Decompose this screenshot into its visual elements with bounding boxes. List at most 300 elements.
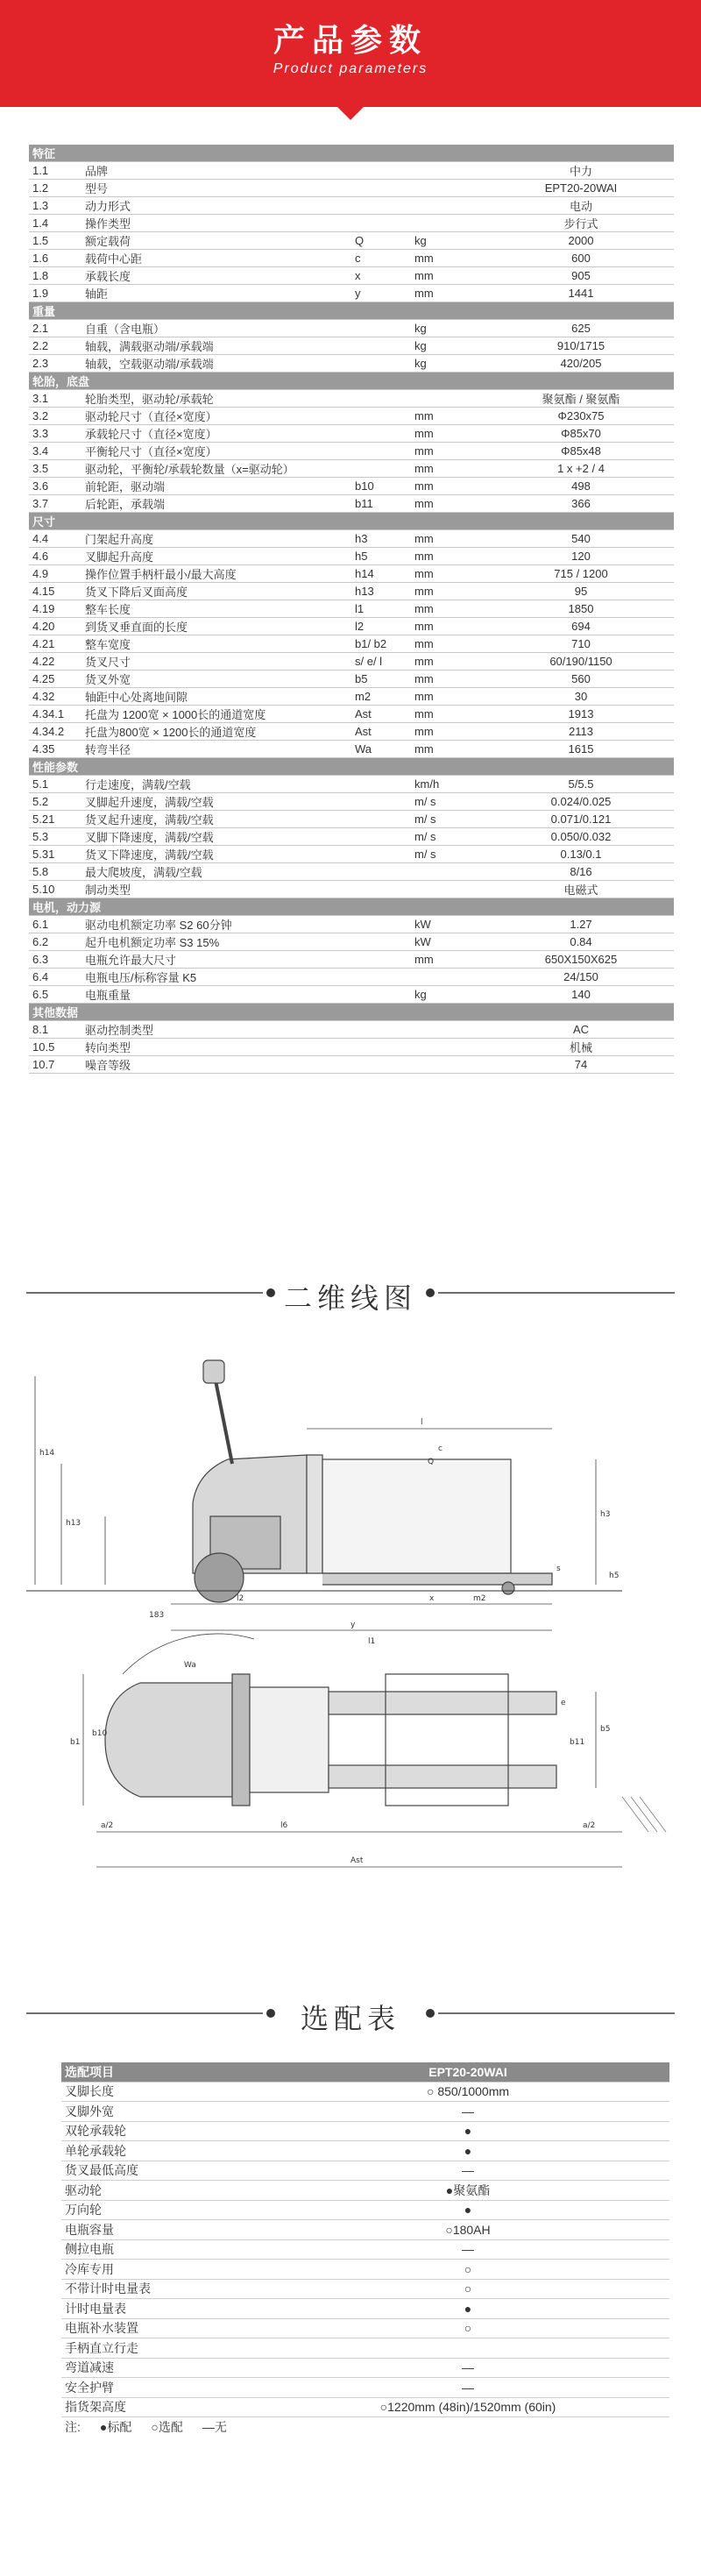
spec-no: 1.2 xyxy=(29,180,81,197)
spec-unit xyxy=(411,390,488,408)
option-value: ● xyxy=(266,2121,669,2141)
spec-no: 4.15 xyxy=(29,583,81,600)
heading-dot-right xyxy=(426,2009,435,2018)
spec-value: 机械 xyxy=(488,1039,674,1056)
spec-no: 2.1 xyxy=(29,320,81,337)
spec-unit: mm xyxy=(411,723,488,741)
spec-unit: mm xyxy=(411,565,488,583)
spec-unit xyxy=(411,197,488,215)
spec-no: 3.2 xyxy=(29,408,81,425)
spec-symbol: Ast xyxy=(351,723,411,741)
spec-unit: kg xyxy=(411,986,488,1004)
spec-name: 品牌 xyxy=(81,162,351,180)
spec-unit xyxy=(411,1039,488,1056)
option-value: — xyxy=(266,2161,669,2181)
spec-unit: mm xyxy=(411,741,488,758)
options-row xyxy=(61,2358,669,2378)
spec-value: Φ85x70 xyxy=(488,425,674,443)
label-h14: h14 xyxy=(39,1449,55,1458)
spec-symbol xyxy=(351,355,411,373)
spec-row xyxy=(29,267,674,285)
spec-name: 到货叉垂直面的长度 xyxy=(81,618,351,635)
options-heading-text: 选配表 xyxy=(300,2003,400,2034)
spec-symbol xyxy=(351,793,411,811)
spec-row xyxy=(29,846,674,863)
note-standard: ●标配 xyxy=(99,2419,132,2434)
spec-no: 1.6 xyxy=(29,250,81,267)
option-value: ○180AH xyxy=(266,2220,669,2240)
label-x: x xyxy=(429,1594,435,1603)
option-name: 侧拉电瓶 xyxy=(61,2239,266,2260)
spec-row xyxy=(29,600,674,618)
spec-symbol xyxy=(351,828,411,846)
spec-row xyxy=(29,337,674,355)
spec-name: 轴载，空载驱动端/承载端 xyxy=(81,355,351,373)
spec-unit: kW xyxy=(411,916,488,933)
option-name: 弯道减速 xyxy=(61,2358,266,2378)
spec-row xyxy=(29,969,674,986)
spec-value: 2113 xyxy=(488,723,674,741)
spec-value: 625 xyxy=(488,320,674,337)
spec-unit: mm xyxy=(411,671,488,688)
spec-row xyxy=(29,951,674,969)
spec-row xyxy=(29,495,674,513)
spec-symbol xyxy=(351,1021,411,1039)
spec-symbol xyxy=(351,197,411,215)
spec-unit: m/ s xyxy=(411,793,488,811)
spec-value: 1615 xyxy=(488,741,674,758)
spec-unit xyxy=(411,881,488,898)
spec-no: 3.5 xyxy=(29,460,81,478)
spec-unit: mm xyxy=(411,618,488,635)
spec-value: 聚氨酯 / 聚氨酯 xyxy=(488,390,674,408)
spec-symbol: b11 xyxy=(351,495,411,513)
spec-no: 1.9 xyxy=(29,285,81,302)
spec-table xyxy=(29,145,674,1074)
spec-value: 5/5.5 xyxy=(488,776,674,793)
spec-no: 4.19 xyxy=(29,600,81,618)
label-h5: h5 xyxy=(609,1572,620,1580)
spec-unit: kg xyxy=(411,355,488,373)
spec-row xyxy=(29,618,674,635)
spec-unit: kW xyxy=(411,933,488,951)
label-h13: h13 xyxy=(66,1519,81,1528)
spec-row xyxy=(29,1056,674,1074)
label-l6: l6 xyxy=(280,1821,288,1830)
spec-name: 叉脚下降速度，满载/空载 xyxy=(81,828,351,846)
spec-row xyxy=(29,688,674,706)
label-s: s xyxy=(556,1565,561,1573)
spec-symbol: s/ e/ l xyxy=(351,653,411,671)
spec-no: 1.5 xyxy=(29,232,81,250)
spec-value: EPT20-20WAI xyxy=(488,180,674,197)
top-view xyxy=(83,1634,666,1867)
spec-symbol: b10 xyxy=(351,478,411,495)
option-name: 驱动轮 xyxy=(61,2181,266,2201)
spec-section-header xyxy=(29,145,674,162)
spec-name: 动力形式 xyxy=(81,197,351,215)
spec-symbol xyxy=(351,933,411,951)
spec-name: 货叉下降后叉面高度 xyxy=(81,583,351,600)
spec-symbol xyxy=(351,390,411,408)
label-c: c xyxy=(438,1444,443,1453)
spec-unit: mm xyxy=(411,425,488,443)
spec-row xyxy=(29,425,674,443)
spec-unit: mm xyxy=(411,478,488,495)
option-name: 计时电量表 xyxy=(61,2299,266,2319)
spec-row xyxy=(29,232,674,250)
spec-symbol: x xyxy=(351,267,411,285)
option-name: 冷库专用 xyxy=(61,2260,266,2280)
spec-name: 驱动轮尺寸（直径×宽度） xyxy=(81,408,351,425)
spec-no: 5.21 xyxy=(29,811,81,828)
spec-name: 承载轮尺寸（直径×宽度） xyxy=(81,425,351,443)
spec-name: 起升电机额定功率 S3 15% xyxy=(81,933,351,951)
spec-value: 60/190/1150 xyxy=(488,653,674,671)
option-name: 电瓶补水装置 xyxy=(61,2318,266,2338)
options-header-row xyxy=(61,2062,669,2082)
options-table xyxy=(61,2062,669,2437)
label-l2: l2 xyxy=(237,1594,244,1603)
spec-value: AC xyxy=(488,1021,674,1039)
spec-value: 1913 xyxy=(488,706,674,723)
spec-row xyxy=(29,162,674,180)
spec-symbol xyxy=(351,460,411,478)
spec-row xyxy=(29,408,674,425)
spec-name: 货叉起升速度，满载/空载 xyxy=(81,811,351,828)
spec-symbol xyxy=(351,881,411,898)
spec-value: 0.071/0.121 xyxy=(488,811,674,828)
spec-symbol: c xyxy=(351,250,411,267)
label-Wa: Wa xyxy=(184,1661,196,1670)
spec-name: 噪音等级 xyxy=(81,1056,351,1074)
spec-value: 1 x +2 / 4 xyxy=(488,460,674,478)
spec-unit: m/ s xyxy=(411,811,488,828)
spec-section-header xyxy=(29,373,674,390)
spec-name: 承载长度 xyxy=(81,267,351,285)
spec-section-title: 尺寸 xyxy=(29,513,674,530)
spec-name: 转向类型 xyxy=(81,1039,351,1056)
spec-value: 74 xyxy=(488,1056,674,1074)
banner-subtitle: Product parameters xyxy=(273,61,428,76)
spec-row xyxy=(29,1039,674,1056)
spec-unit: kg xyxy=(411,232,488,250)
spec-row xyxy=(29,1021,674,1039)
option-name: 万向轮 xyxy=(61,2200,266,2220)
spec-row xyxy=(29,443,674,460)
spec-no: 4.34.1 xyxy=(29,706,81,723)
spec-no: 1.3 xyxy=(29,197,81,215)
banner xyxy=(0,0,701,107)
spec-no: 4.22 xyxy=(29,653,81,671)
spec-value: 8/16 xyxy=(488,863,674,881)
spec-value: 0.84 xyxy=(488,933,674,951)
spec-no: 5.1 xyxy=(29,776,81,793)
spec-unit: m/ s xyxy=(411,828,488,846)
spec-no: 3.4 xyxy=(29,443,81,460)
spec-no: 5.3 xyxy=(29,828,81,846)
spec-section-title: 重量 xyxy=(29,302,674,320)
spec-unit: km/h xyxy=(411,776,488,793)
option-value: — xyxy=(266,2239,669,2260)
spec-unit: mm xyxy=(411,951,488,969)
options-note xyxy=(61,2417,669,2437)
spec-unit: m/ s xyxy=(411,846,488,863)
spec-section-header xyxy=(29,513,674,530)
spec-row xyxy=(29,285,674,302)
spec-value: 905 xyxy=(488,267,674,285)
spec-symbol xyxy=(351,215,411,232)
spec-name: 行走速度，满载/空载 xyxy=(81,776,351,793)
spec-unit xyxy=(411,969,488,986)
spec-name: 货叉下降速度，满载/空载 xyxy=(81,846,351,863)
label-a2-right: a/2 xyxy=(583,1821,596,1830)
spec-value: 1850 xyxy=(488,600,674,618)
spec-row xyxy=(29,635,674,653)
label-Q: Q xyxy=(428,1458,435,1466)
spec-section-header xyxy=(29,302,674,320)
spec-unit: kg xyxy=(411,320,488,337)
technical-drawing xyxy=(18,1341,683,1955)
spec-row xyxy=(29,583,674,600)
spec-unit: kg xyxy=(411,337,488,355)
spec-symbol: b1/ b2 xyxy=(351,635,411,653)
spec-value: 电磁式 xyxy=(488,881,674,898)
label-183: 183 xyxy=(149,1611,165,1620)
heading-dot-right xyxy=(426,1288,435,1297)
spec-no: 4.34.2 xyxy=(29,723,81,741)
spec-name: 轴载，满载驱动端/承载端 xyxy=(81,337,351,355)
spec-row xyxy=(29,530,674,548)
spec-section-title: 电机，动力源 xyxy=(29,898,674,916)
spec-symbol xyxy=(351,425,411,443)
option-value: ● xyxy=(266,2299,669,2319)
spec-name: 驱动控制类型 xyxy=(81,1021,351,1039)
spec-symbol xyxy=(351,443,411,460)
spec-no: 4.9 xyxy=(29,565,81,583)
option-name: 货叉最低高度 xyxy=(61,2161,266,2181)
spec-symbol xyxy=(351,320,411,337)
spec-value: 910/1715 xyxy=(488,337,674,355)
spec-symbol xyxy=(351,1039,411,1056)
spec-name: 转弯半径 xyxy=(81,741,351,758)
option-name: 指货架高度 xyxy=(61,2397,266,2417)
options-header-model: EPT20-20WAI xyxy=(266,2062,669,2082)
options-row xyxy=(61,2141,669,2161)
spec-row xyxy=(29,986,674,1004)
spec-unit: mm xyxy=(411,408,488,425)
spec-unit: mm xyxy=(411,706,488,723)
spec-name: 整车宽度 xyxy=(81,635,351,653)
spec-section-header xyxy=(29,758,674,776)
spec-symbol xyxy=(351,1056,411,1074)
spec-row xyxy=(29,671,674,688)
spec-name: 额定载荷 xyxy=(81,232,351,250)
spec-row xyxy=(29,180,674,197)
spec-no: 3.6 xyxy=(29,478,81,495)
label-a2-left: a/2 xyxy=(101,1821,114,1830)
option-name: 叉脚长度 xyxy=(61,2082,266,2102)
spec-value: 140 xyxy=(488,986,674,1004)
spec-name: 轮胎类型，驱动轮/承载轮 xyxy=(81,390,351,408)
label-Ast: Ast xyxy=(350,1856,364,1865)
heading-line-right xyxy=(438,1292,675,1294)
spec-no: 6.3 xyxy=(29,951,81,969)
spec-symbol: y xyxy=(351,285,411,302)
spec-section-header xyxy=(29,898,674,916)
spec-row xyxy=(29,706,674,723)
spec-symbol xyxy=(351,863,411,881)
spec-symbol: Q xyxy=(351,232,411,250)
option-value: ● xyxy=(266,2200,669,2220)
spec-symbol: l2 xyxy=(351,618,411,635)
spec-symbol: m2 xyxy=(351,688,411,706)
spec-row xyxy=(29,793,674,811)
spec-value: Φ230x75 xyxy=(488,408,674,425)
spec-no: 1.1 xyxy=(29,162,81,180)
spec-value: 498 xyxy=(488,478,674,495)
spec-no: 4.4 xyxy=(29,530,81,548)
spec-symbol xyxy=(351,969,411,986)
spec-value: 120 xyxy=(488,548,674,565)
spec-value: 0.024/0.025 xyxy=(488,793,674,811)
banner-notch xyxy=(337,107,364,120)
options-row xyxy=(61,2378,669,2398)
spec-value: 540 xyxy=(488,530,674,548)
spec-symbol: Ast xyxy=(351,706,411,723)
spec-row xyxy=(29,250,674,267)
spec-symbol: h14 xyxy=(351,565,411,583)
spec-row xyxy=(29,460,674,478)
spec-row xyxy=(29,776,674,793)
label-b11: b11 xyxy=(570,1738,585,1747)
option-value: ○ xyxy=(266,2318,669,2338)
spec-row xyxy=(29,653,674,671)
label-h3: h3 xyxy=(600,1510,611,1519)
option-name: 安全护臂 xyxy=(61,2378,266,2398)
spec-no: 4.32 xyxy=(29,688,81,706)
option-value: — xyxy=(266,2102,669,2122)
label-e: e xyxy=(561,1699,566,1707)
label-l1: l1 xyxy=(368,1637,376,1646)
spec-name: 制动类型 xyxy=(81,881,351,898)
spec-no: 6.2 xyxy=(29,933,81,951)
spec-no: 6.5 xyxy=(29,986,81,1004)
spec-unit: mm xyxy=(411,548,488,565)
spec-value: 95 xyxy=(488,583,674,600)
spec-symbol xyxy=(351,776,411,793)
spec-name: 操作位置手柄杆最小/最大高度 xyxy=(81,565,351,583)
spec-symbol: h13 xyxy=(351,583,411,600)
options-note-row xyxy=(61,2417,669,2437)
spec-no: 6.1 xyxy=(29,916,81,933)
spec-symbol xyxy=(351,337,411,355)
spec-no: 8.1 xyxy=(29,1021,81,1039)
spec-no: 10.7 xyxy=(29,1056,81,1074)
spec-unit xyxy=(411,180,488,197)
spec-name: 载荷中心距 xyxy=(81,250,351,267)
spec-row xyxy=(29,933,674,951)
spec-value: 2000 xyxy=(488,232,674,250)
spec-name: 前轮距，驱动端 xyxy=(81,478,351,495)
spec-row xyxy=(29,916,674,933)
spec-symbol: b5 xyxy=(351,671,411,688)
side-view xyxy=(26,1360,622,1630)
label-b1: b1 xyxy=(70,1738,81,1747)
spec-row xyxy=(29,565,674,583)
spec-value: 30 xyxy=(488,688,674,706)
spec-no: 3.7 xyxy=(29,495,81,513)
spec-value: 694 xyxy=(488,618,674,635)
spec-name: 自重（含电瓶） xyxy=(81,320,351,337)
drawing-heading-text: 二维线图 xyxy=(283,1282,417,1314)
options-row xyxy=(61,2397,669,2417)
spec-unit xyxy=(411,162,488,180)
spec-symbol: l1 xyxy=(351,600,411,618)
option-value: ○ xyxy=(266,2260,669,2280)
option-value: — xyxy=(266,2358,669,2378)
spec-no: 4.25 xyxy=(29,671,81,688)
spec-row xyxy=(29,723,674,741)
spec-row xyxy=(29,881,674,898)
spec-unit: mm xyxy=(411,250,488,267)
spec-name: 驱动电机额定功率 S2 60分钟 xyxy=(81,916,351,933)
options-row xyxy=(61,2318,669,2338)
spec-row xyxy=(29,390,674,408)
option-name: 双轮承载轮 xyxy=(61,2121,266,2141)
spec-name: 货叉尺寸 xyxy=(81,653,351,671)
option-value: ○1220mm (48in)/1520mm (60in) xyxy=(266,2397,669,2417)
spec-name: 驱动轮，平衡轮/承载轮数量（x=驱动轮） xyxy=(81,460,351,478)
spec-no: 2.3 xyxy=(29,355,81,373)
spec-no: 3.1 xyxy=(29,390,81,408)
spec-symbol xyxy=(351,408,411,425)
option-value: ● xyxy=(266,2141,669,2161)
spec-value: 715 / 1200 xyxy=(488,565,674,583)
spec-unit: mm xyxy=(411,460,488,478)
spec-section-title: 性能参数 xyxy=(29,758,674,776)
spec-no: 3.3 xyxy=(29,425,81,443)
spec-row xyxy=(29,320,674,337)
spec-section-title: 其他数据 xyxy=(29,1004,674,1021)
option-value xyxy=(266,2338,669,2359)
heading-line-right xyxy=(438,2012,675,2014)
spec-name: 轴距中心处离地间隙 xyxy=(81,688,351,706)
spec-row xyxy=(29,355,674,373)
spec-row xyxy=(29,215,674,232)
spec-symbol xyxy=(351,986,411,1004)
options-heading xyxy=(0,1991,701,2035)
spec-value: 0.13/0.1 xyxy=(488,846,674,863)
drawing-heading xyxy=(0,1271,701,1315)
spec-section-title: 轮胎，底盘 xyxy=(29,373,674,390)
options-row xyxy=(61,2299,669,2319)
spec-symbol xyxy=(351,162,411,180)
option-value: ●聚氨酯 xyxy=(266,2181,669,2201)
spec-row xyxy=(29,863,674,881)
spec-no: 4.20 xyxy=(29,618,81,635)
spec-section-title: 特征 xyxy=(29,145,674,162)
spec-name: 平衡轮尺寸（直径×宽度） xyxy=(81,443,351,460)
spec-name: 叉脚起升速度，满载/空载 xyxy=(81,793,351,811)
spec-unit: mm xyxy=(411,267,488,285)
spec-row xyxy=(29,548,674,565)
spec-no: 4.6 xyxy=(29,548,81,565)
spec-value: 1.27 xyxy=(488,916,674,933)
option-name: 电瓶容量 xyxy=(61,2220,266,2240)
spec-value: 710 xyxy=(488,635,674,653)
options-row xyxy=(61,2102,669,2122)
